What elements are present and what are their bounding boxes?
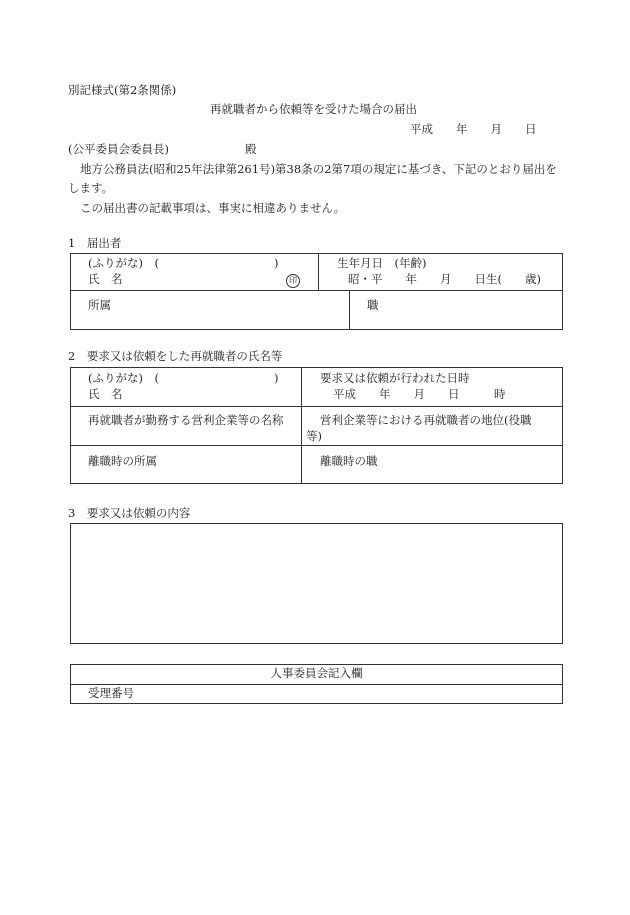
body-text-line-1: 地方公務員法(昭和25年法律第261号)第38条の2第7項の規定に基づき、下記のとおり届出を — [80, 162, 557, 176]
body-text-line-2: します。 — [68, 181, 114, 195]
filer-furigana-field[interactable]: (ふりがな) ( ) — [88, 256, 279, 270]
table-divider — [70, 684, 563, 685]
table-divider — [301, 367, 302, 484]
table-divider — [70, 406, 563, 407]
employer-position-field[interactable]: 営利企業等における再就職者の地位(役職 — [320, 413, 532, 427]
form-label: 別記様式(第2条関係) — [68, 83, 177, 97]
filer-name-field[interactable]: 氏 名 — [88, 272, 123, 286]
birth-date-field[interactable]: 昭・平 年 月 日生( 歳) — [348, 272, 541, 286]
filer-affiliation-field[interactable]: 所属 — [88, 298, 111, 312]
submission-date: 平成 年 月 日 — [410, 122, 537, 136]
honorific: 殿 — [245, 142, 257, 156]
declaration-text: この届出書の記載事項は、事実に相違ありません。 — [80, 201, 346, 215]
section-2-heading: 2 要求又は依頼をした再就職者の氏名等 — [68, 349, 283, 363]
section-3-heading: 3 要求又は依頼の内容 — [68, 506, 191, 520]
request-content-field[interactable] — [70, 523, 563, 644]
reemployed-furigana-field[interactable]: (ふりがな) ( ) — [88, 371, 279, 385]
table-divider — [70, 445, 563, 446]
former-affiliation-field[interactable]: 離職時の所属 — [88, 454, 157, 468]
addressee: (公平委員会委員長) — [68, 142, 169, 156]
committee-entry-title: 人事委員会記入欄 — [270, 666, 363, 680]
document-title: 再就職者から依頼等を受けた場合の届出 — [210, 102, 417, 116]
table-divider — [70, 290, 563, 291]
filer-position-field[interactable]: 職 — [367, 298, 379, 312]
birth-date-label: 生年月日 (年齢) — [337, 256, 427, 270]
seal-icon: 印 — [286, 274, 300, 288]
employer-position-field-cont: 等) — [306, 429, 322, 443]
employer-name-field[interactable]: 再就職者が勤務する営利企業等の名称 — [88, 413, 284, 427]
receipt-number-field[interactable]: 受理番号 — [88, 686, 134, 700]
request-date-label: 要求又は依頼が行われた日時 — [320, 371, 470, 385]
table-divider — [349, 290, 350, 330]
request-date-field[interactable]: 平成 年 月 日 時 — [333, 387, 506, 401]
section-1-heading: 1 届出者 — [68, 236, 122, 250]
former-position-field[interactable]: 離職時の職 — [320, 454, 378, 468]
table-divider — [318, 253, 319, 290]
reemployed-name-field[interactable]: 氏 名 — [88, 387, 123, 401]
